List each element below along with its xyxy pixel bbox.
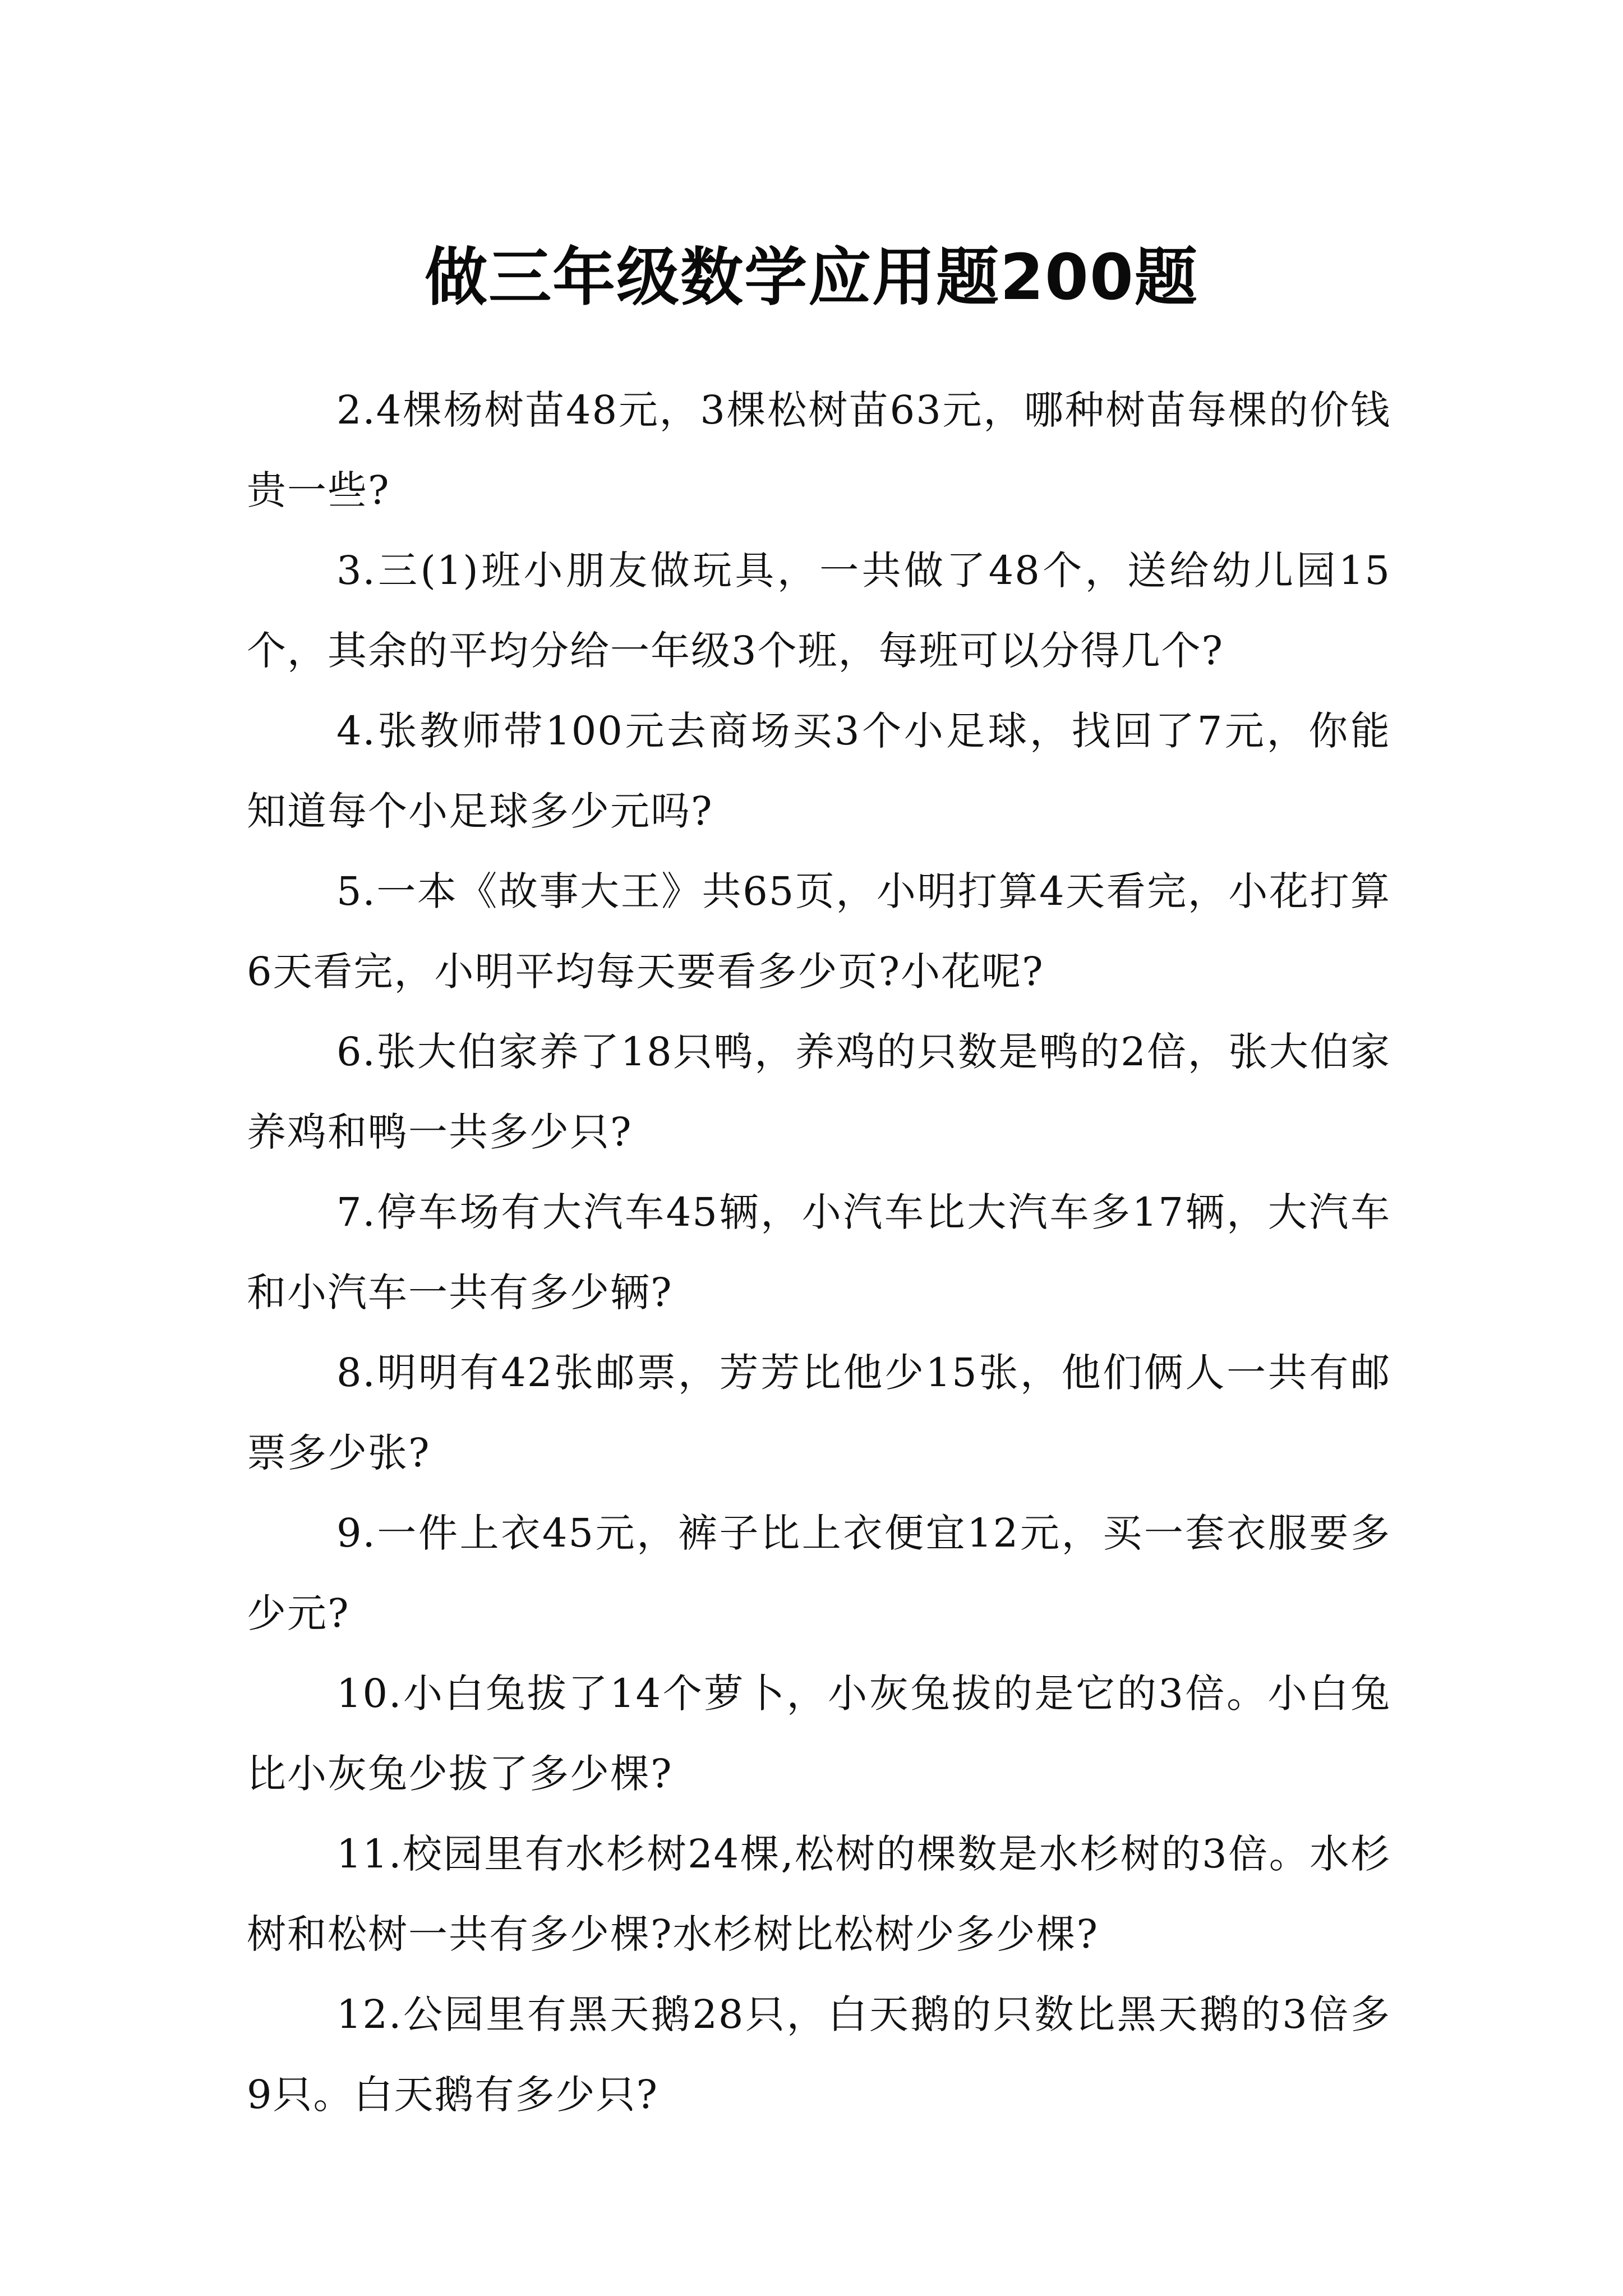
question-item: 5.一本《故事大王》共65页，小明打算4天看完，小花打算6天看完，小明平均每天要看多少页?小花呢? (247, 868, 1391, 995)
question-item: 2.4棵杨树苗48元，3棵松树苗63元，哪种树苗每棵的价钱贵一些? (247, 387, 1391, 513)
question-item: 10.小白兔拔了14个萝卜，小灰兔拔的是它的3倍。小白兔比小灰兔少拔了多少棵? (247, 1671, 1391, 1797)
page-title: 做三年级数学应用题200题 (425, 241, 1198, 315)
question-item: 8.明明有42张邮票，芳芳比他少15张，他们俩人一共有邮票多少张? (247, 1350, 1391, 1476)
question-item: 12.公园里有黑天鹅28只，白天鹅的只数比黑天鹅的3倍多9只。白天鹅有多少只? (247, 1991, 1391, 2118)
question-item: 7.停车场有大汽车45辆，小汽车比大汽车多17辆，大汽车和小汽车一共有多少辆? (247, 1189, 1391, 1315)
question-item: 3.三(1)班小朋友做玩具，一共做了48个，送给幼儿园15个，其余的平均分给一年级3个班，每班可以分得几个? (247, 547, 1391, 674)
question-list (247, 370, 1391, 2135)
question-item: 6.张大伯家养了18只鸭，养鸡的只数是鸭的2倍，张大伯家养鸡和鸭一共多少只? (247, 1029, 1391, 1155)
question-item: 11.校园里有水杉树24棵,松树的棵数是水杉树的3倍。水杉树和松树一共有多少棵?水杉树比松树少多少棵? (247, 1831, 1391, 1957)
question-item: 9.一件上衣45元，裤子比上衣便宜12元，买一套衣服要多少元? (247, 1510, 1391, 1636)
question-item: 4.张教师带100元去商场买3个小足球，找回了7元，你能知道每个小足球多少元吗? (247, 708, 1391, 834)
